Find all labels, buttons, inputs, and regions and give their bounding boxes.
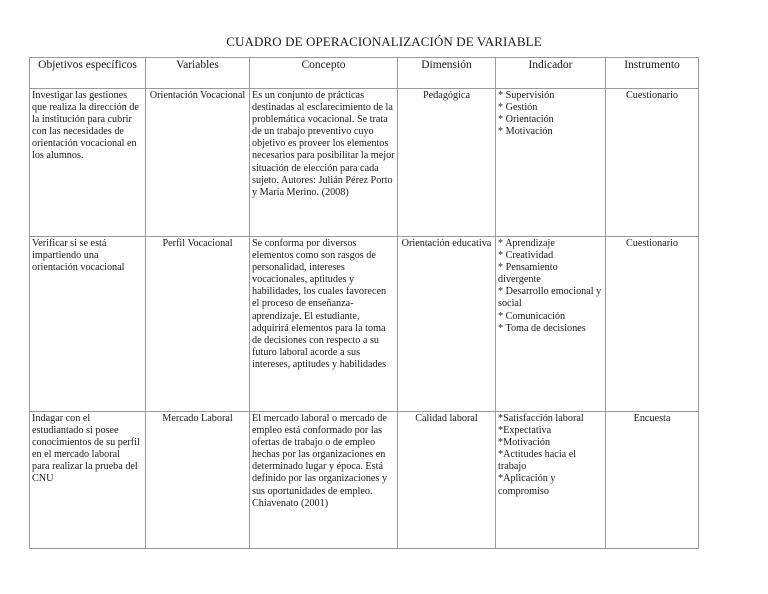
list-item: * Comunicación: [498, 310, 566, 322]
cell-objetivo: Verificar si se está impartiendo una orientación vocacional: [30, 237, 146, 412]
header-dimension: Dimensión: [398, 58, 496, 89]
operationalization-table: [29, 57, 699, 549]
table-row: [30, 89, 699, 237]
indicator-list: [498, 90, 603, 138]
indicator-list: [498, 238, 603, 335]
header-indicador: Indicador: [496, 58, 606, 89]
list-item: * Gestión: [498, 102, 538, 114]
cell-instrumento: Cuestionario: [606, 237, 699, 412]
list-item: * Creatividad: [498, 250, 554, 262]
header-concepto: Concepto: [250, 58, 398, 89]
list-item: * Desarrollo emocional y social: [498, 286, 602, 310]
list-item: *Actitudes hacia el trabajo: [498, 449, 577, 473]
page-title: CUADRO DE OPERACIONALIZACIÓN DE VARIABLE: [226, 34, 542, 49]
cell-variable: Mercado Laboral: [146, 412, 250, 549]
cell-instrumento: Encuesta: [606, 412, 699, 549]
list-item: * Orientación: [498, 114, 554, 126]
list-item: *Aplicación y compromiso: [498, 473, 556, 497]
list-item: * Pensamiento divergente: [498, 262, 558, 286]
cell-variable: Perfil Vocacional: [146, 237, 250, 412]
header-row: [30, 58, 699, 89]
cell-indicador: [496, 412, 606, 549]
list-item: *Expectativa: [498, 425, 552, 437]
cell-instrumento: Cuestionario: [606, 89, 699, 237]
cell-indicador: [496, 237, 606, 412]
list-item: * Toma de decisiones: [498, 322, 586, 334]
cell-concepto: Se conforma por diversos elementos como son rasgos de personalidad, intereses vocacionales, aptitudes y habilidades, los cuales favorecen el proceso de enseñanza-aprendizaje. El estudiante, adquirirá elementos para la toma de decisiones con respecto a su futuro laboral acorde a sus intereses, aptitudes y habilidades: [250, 237, 398, 412]
cell-objetivo: Investigar las gestiones que realiza la dirección de la institución para cubrir con las necesidades de orientación vocacional en los alumnos.: [30, 89, 146, 237]
cell-objetivo: Indagar con el estudiantado si posee conocimientos de su perfil en el mercado laboral para realizar la prueba del CNU: [30, 412, 146, 549]
cell-variable: Orientación Vocacional: [146, 89, 250, 237]
header-instrumento: Instrumento: [606, 58, 699, 89]
cell-indicador: [496, 89, 606, 237]
list-item: * Motivación: [498, 126, 553, 138]
cell-dimension: Pedagógica: [398, 89, 496, 237]
list-item: * Aprendizaje: [498, 238, 555, 249]
list-item: *Satisfacción laboral: [498, 413, 584, 424]
cell-concepto: El mercado laboral o mercado de empleo está conformado por las ofertas de trabajo o de empleo hechas por las organizaciones en determinado lugar y época. Está definido por las organizaciones y sus oportunidades de empleo. Chiavenato (2001): [250, 412, 398, 549]
indicator-list: [498, 413, 603, 498]
list-item: *Motivación: [498, 437, 551, 449]
cell-dimension: Orientación educativa: [398, 237, 496, 412]
list-item: * Supervisión: [498, 90, 555, 101]
table-row: [30, 237, 699, 412]
header-variables: Variables: [146, 58, 250, 89]
header-objetivos: Objetivos específicos: [30, 58, 146, 89]
cell-dimension: Calidad laboral: [398, 412, 496, 549]
table-row: [30, 412, 699, 549]
cell-concepto: Es un conjunto de prácticas destinadas al esclarecimiento de la problemática vocacional. Se trata de un trabajo preventivo cuyo objetivo es proveer los elementos necesarios para posibilitar la mejor situación de elección para cada sujeto. Autores: Julián Pérez Porto y María Merino. (2008): [250, 89, 398, 237]
